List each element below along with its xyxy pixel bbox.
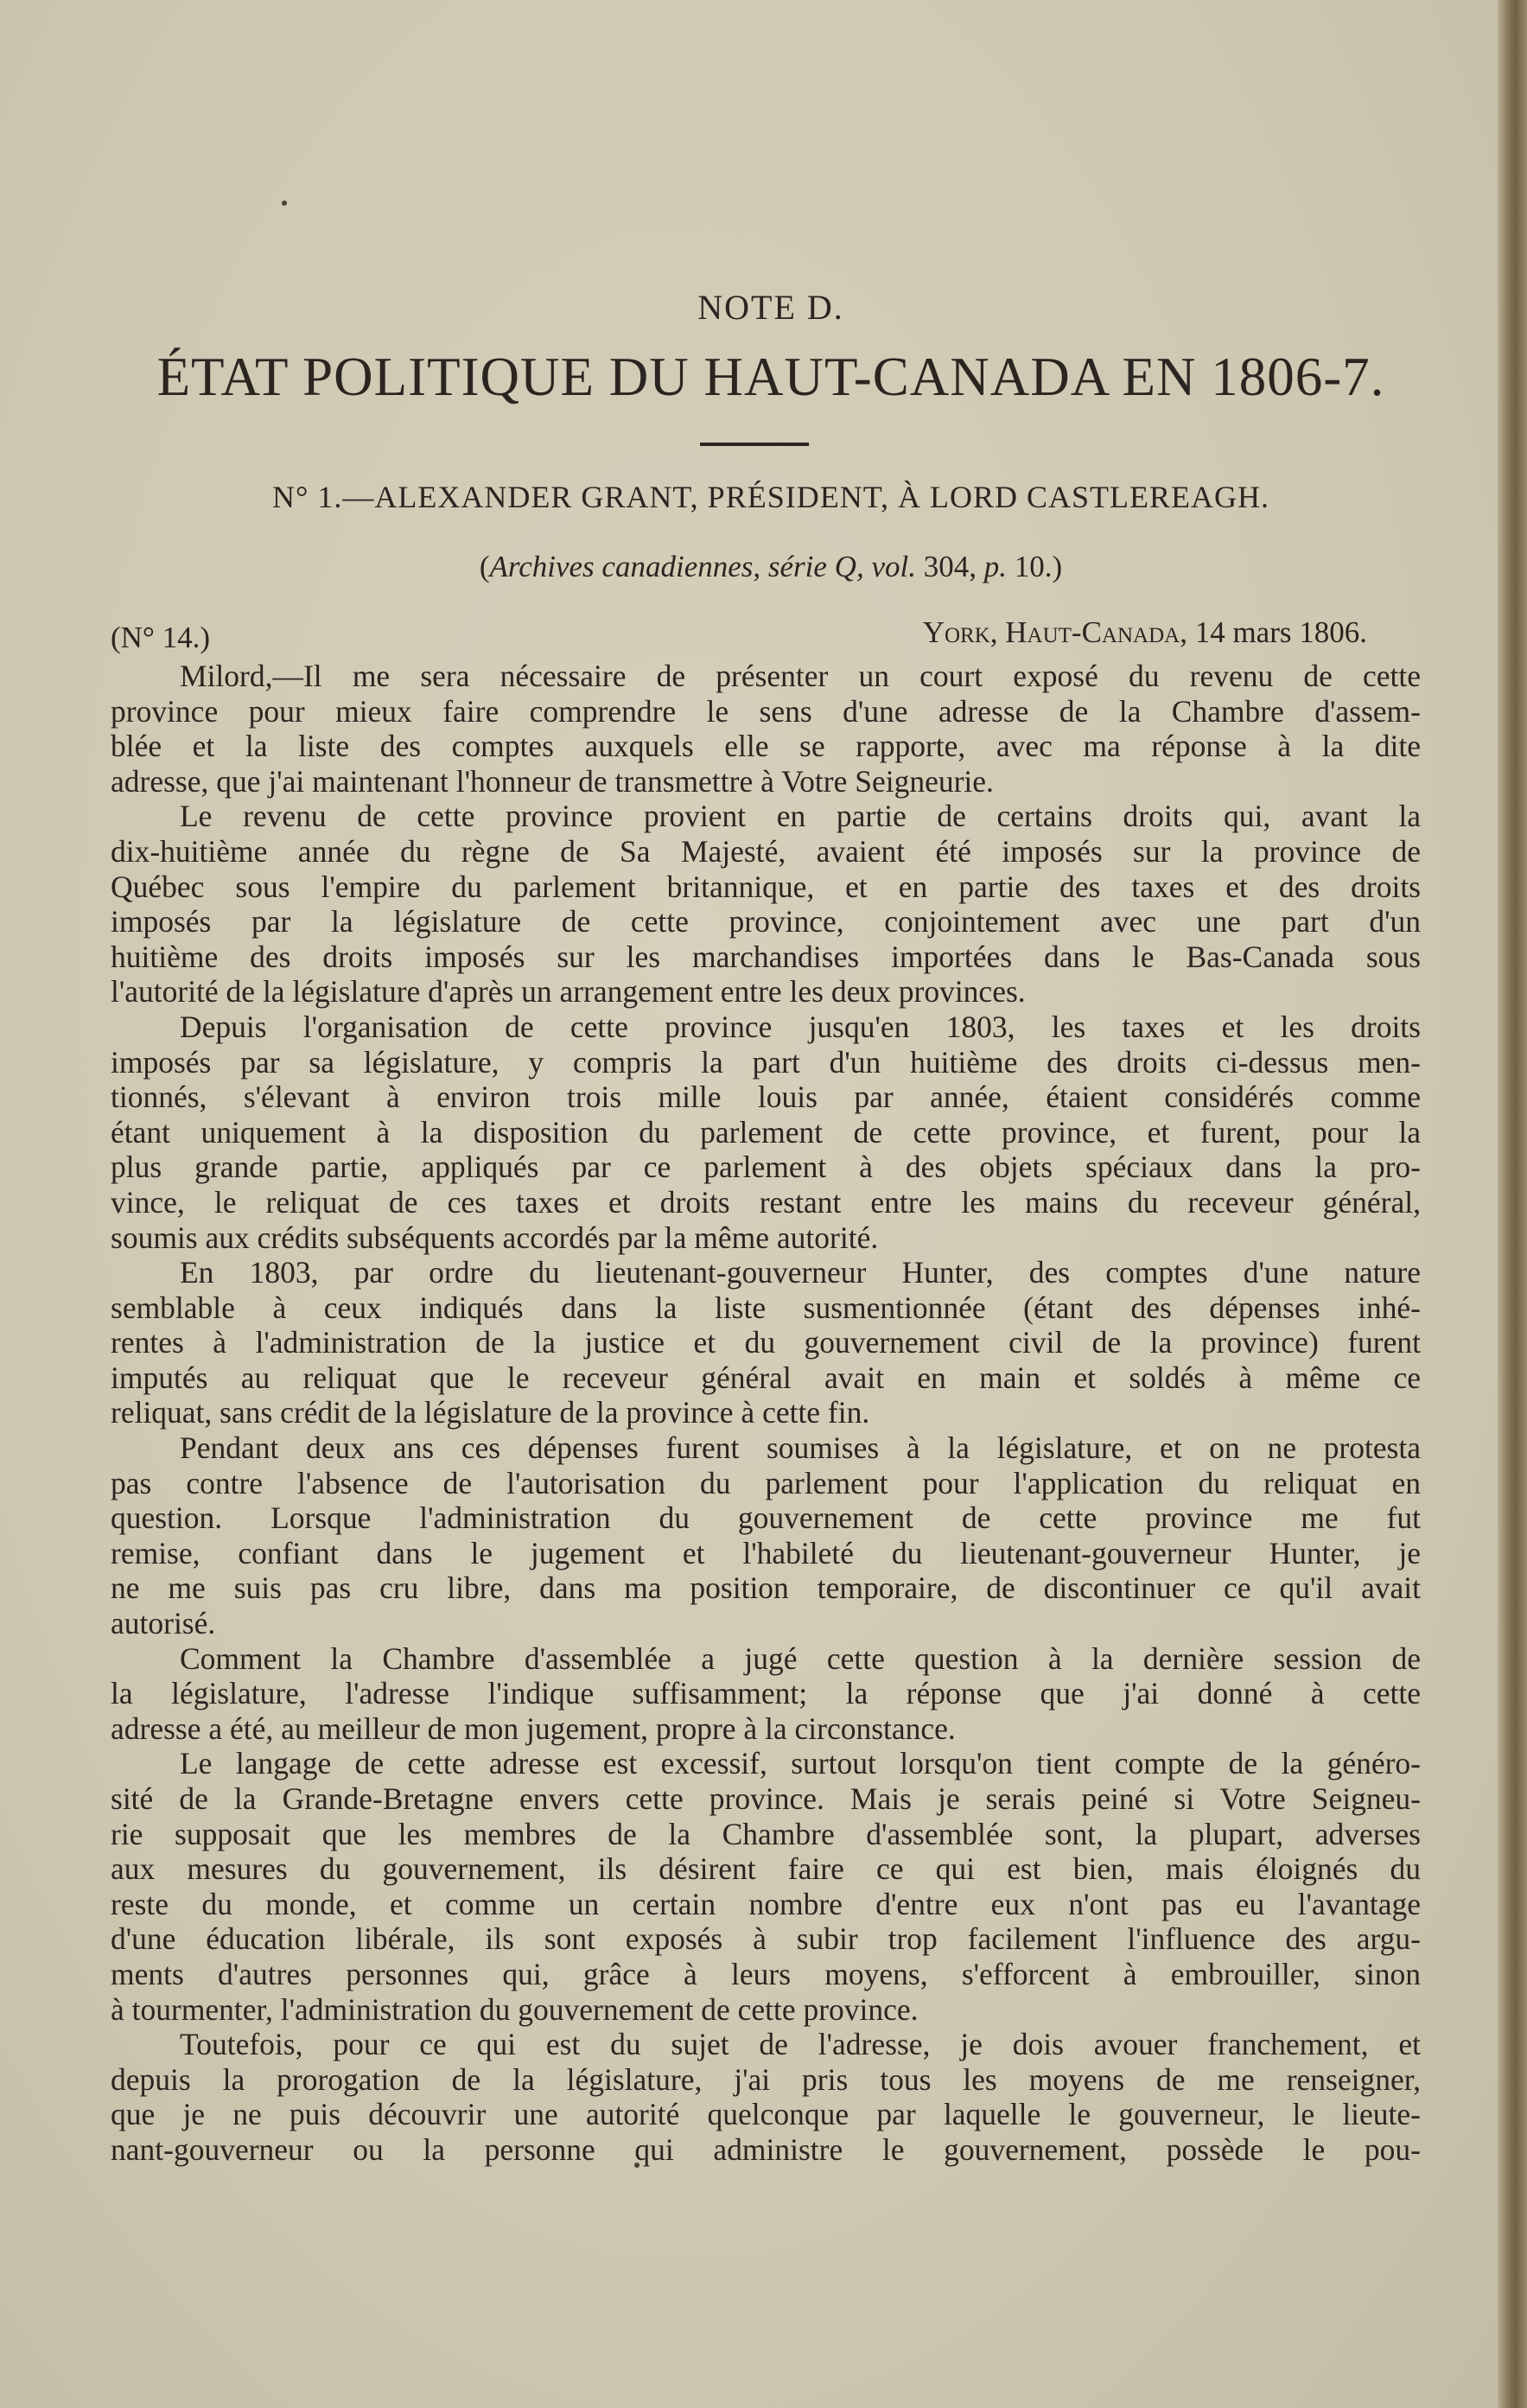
body-line: dix-huitième année du règne de Sa Majesté, avaient été imposés sur la province de — [111, 833, 1421, 869]
letter-number: (N° 14.) — [111, 621, 211, 654]
body-line: imposés par la législature de cette province, conjointement avec une part d'un — [111, 904, 1421, 940]
body-line: pas contre l'absence de l'autorisation du parlement pour l'application du reliquat en — [111, 1465, 1421, 1500]
body-line: l'autorité de la législature d'après un arrangement entre les deux provinces. — [111, 974, 1026, 1010]
source-volume: 304, — [915, 550, 984, 583]
body-line: remise, confiant dans le jugement et l'habileté du lieutenant-gouverneur Hunter, je — [111, 1535, 1421, 1570]
title-divider — [700, 443, 809, 446]
body-line: nant-gouverneur ou la personne qui administre le gouvernement, possède le pou- — [111, 2131, 1421, 2167]
body-line: la législature, l'adresse l'indique suffisamment; la réponse que j'ai donné à cette — [111, 1676, 1421, 1711]
body-line: autorisé. — [111, 1606, 216, 1641]
body-line: que je ne puis découvrir une autorité quelconque par laquelle le gouverneur, le lieute- — [111, 2097, 1421, 2132]
body-line: semblable à ceux indiqués dans la liste susmentionnée (étant des dépenses inhé- — [111, 1290, 1421, 1325]
body-line: plus grande partie, appliqués par ce parlement à des objets spéciaux dans la pro- — [111, 1150, 1421, 1185]
body-line: tionnés, s'élevant à environ trois mille louis par année, étaient considérés comme — [111, 1080, 1421, 1115]
letter-heading: N° 1.—ALEXANDER GRANT, PRÉSIDENT, À LORD CASTLEREAGH. — [271, 480, 1270, 514]
body-line: Milord,—Il me sera nécessaire de présenter un court exposé du revenu de cette — [180, 659, 1421, 693]
source-page-label: p. — [983, 550, 1007, 583]
body-line: ne me suis pas cru libre, dans ma position temporaire, de discontinuer ce qu'il avait — [111, 1570, 1421, 1606]
body-line: vince, le reliquat de ces taxes et droits restant entre les mains du receveur général, — [111, 1184, 1421, 1220]
body-line: Depuis l'organisation de cette province jusqu'en 1803, les taxes et les droits — [180, 1009, 1421, 1044]
body-line: Pendant deux ans ces dépenses furent soumises à la législature, et on ne protesta — [180, 1430, 1421, 1466]
body-line: adresse, que j'ai maintenant l'honneur de transmettre à Votre Seigneurie. — [111, 763, 994, 799]
source-archive: Archives canadiennes, série Q, vol. — [489, 550, 916, 583]
body-line: Toutefois, pour ce qui est du sujet de l'adresse, je dois avouer franchement, et — [180, 2027, 1421, 2062]
body-line: soumis aux crédits subséquents accordés par la même autorité. — [111, 1220, 879, 1255]
source-citation — [111, 550, 1431, 584]
body-line: étant uniquement à la disposition du parlement de cette province, et furent, pour la — [111, 1114, 1421, 1150]
letter-place: York, Haut-Canada, — [922, 615, 1187, 649]
paper-speck — [282, 201, 287, 206]
body-line: reste du monde, et comme un certain nombre d'entre eux n'ont pas eu l'avantage — [111, 1886, 1421, 1921]
body-line: depuis la prorogation de la législature, j'ai pris tous les moyens de me renseigner, — [111, 2061, 1421, 2097]
body-line: imposés par sa législature, y compris la part d'un huitième des droits ci-dessus men- — [111, 1044, 1421, 1080]
body-line: aux mesures du gouvernement, ils désirent faire ce qui est bien, mais éloignés du — [111, 1851, 1421, 1887]
body-line: reliquat, sans crédit de la législature de la province à cette fin. — [111, 1395, 870, 1430]
letter-body — [111, 659, 1421, 2168]
body-line: Comment la Chambre d'assemblée a jugé cette question à la dernière session de — [180, 1640, 1421, 1676]
letter-dateline — [923, 615, 1367, 650]
body-line: Le langage de cette adresse est excessif, surtout lorsqu'on tient compte de la généro- — [180, 1746, 1421, 1781]
body-line: imputés au reliquat que le receveur général avait en main et soldés à même ce — [111, 1360, 1421, 1395]
note-heading: NOTE D. — [697, 288, 844, 327]
source-open: ( — [479, 550, 490, 583]
body-line: En 1803, par ordre du lieutenant-gouverneur Hunter, des comptes d'une nature — [180, 1255, 1421, 1290]
body-line: rie supposait que les membres de la Chambre d'assemblée sont, la plupart, adverses — [111, 1816, 1421, 1851]
page-title: ÉTAT POLITIQUE DU HAUT-CANADA EN 1806-7. — [156, 347, 1385, 407]
body-line: Le revenu de cette province provient en partie de certains droits qui, avant la — [180, 799, 1421, 834]
body-line: question. Lorsque l'administration du gouvernement de cette province me fut — [111, 1500, 1421, 1536]
body-line: province pour mieux faire comprendre le sens d'une adresse de la Chambre d'assem- — [111, 693, 1421, 729]
body-line: ments d'autres personnes qui, grâce à leurs moyens, s'efforcent à embrouiller, sinon — [111, 1956, 1421, 1991]
body-line: huitième des droits imposés sur les marchandises importées dans le Bas-Canada sous — [111, 939, 1421, 974]
body-line: à tourmenter, l'administration du gouvernement de cette province. — [111, 1991, 919, 2027]
body-line: adresse a été, au meilleur de mon jugement, propre à la circonstance. — [111, 1710, 956, 1746]
body-line: Québec sous l'empire du parlement britannique, et en partie des taxes et des droits — [111, 869, 1421, 904]
body-line: rentes à l'administration de la justice et du gouvernement civil de la province) furent — [111, 1325, 1421, 1360]
body-line: sité de la Grande-Bretagne envers cette province. Mais je serais peiné si Votre Seigneu- — [111, 1781, 1421, 1816]
body-line: d'une éducation libérale, ils sont exposés à subir trop facilement l'influence des argu- — [111, 1921, 1421, 1957]
body-line: blée et la liste des comptes auxquels elle se rapporte, avec ma réponse à la dite — [111, 729, 1421, 764]
page-binding-edge — [1498, 0, 1527, 2408]
letter-date: 14 mars 1806. — [1187, 615, 1367, 649]
source-close: 10.) — [1006, 550, 1063, 583]
